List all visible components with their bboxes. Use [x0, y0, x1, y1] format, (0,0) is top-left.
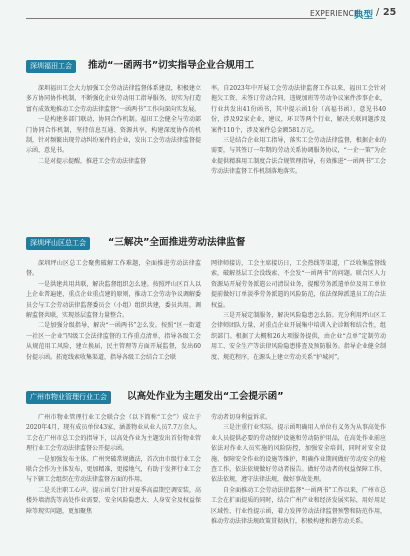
article-3-left-para: 二是关注职工心声。提示函专门针对夏季高温期空调安装，高楼外墙清洗等高处作业需要、安全风险隐患大、人身安全及权益保障等现实问题，更加聚焦: [26, 486, 201, 515]
article-1-left-column: [26, 84, 201, 216]
article-3-left-para: 广州市物业管理行业工会联合会（以下简称“工会”）成立于2020年4月，现有成员单位43家，涵盖物业从业人员7.7万余人。工会在广州市总工会的指导下，以高处作业为主题发出首份物业管理行业工会劳动法律监督公开提示函。: [26, 414, 201, 453]
article-2-left-para: 深圳坪山区总工会聚焦破解工作难题，全面推进劳动法律监督。: [26, 260, 201, 278]
page-number: 25: [383, 7, 397, 18]
article-1-right-para: 三是结合企业用工指导，落实工会劳动法律监督，根据企业的需要，与其签订一年期的劳动关系协调服务协议，“一企一策”为企业提供精准用工制度合法合规管理指导，有效推进“一函两书”工会劳动法律监督工作机制落地落实。: [211, 137, 386, 176]
article-1-right-column: [211, 84, 386, 216]
article-3-right-para: 自全面推动工会劳动法律监督“一函两书”工作以来，广州市总工会在扩面提质的同时，结合广州产业和经济发展实际，用好用足区域性、行业性提示函，着力发挥劳动法律监督预警和防范作用，推动劳动法律法规政策贯彻执行，积极构建和谐劳动关系。: [211, 486, 386, 526]
article-3-right-para: 三是注重行业实际。提示函明确用人单位有义务为从事高处作业人员提供必要的劳动保护设施和劳动防护用品，在高处作业前应依法对作业人员实施的风险防控，加强安全培训，同时对安全设施、保障安全作业的设施等维护，明确作业期间做好劳动安全的检查工作，依法依规做好劳动者报告。做好劳动者的权益保障工作，依法依规，遵守法律法规，做好事故处理。: [211, 424, 386, 484]
article-2-right-para: 三是开展定制服务，解决风险隐患怎么防。充分利用坪山区工会律师团队力量，对重点企业开展集中培训入企诊断和结合性，组织部门。根据了大概和26大项服务提供，由企业“点单”定制劳动用工、安全生产等法律风险隐患排查及预防服务。指导企业健全制度、规范程序，在源头上建立劳动关系“护城河”。: [211, 312, 386, 361]
article-3-title: 以高处作业为主题发出“工会提示函”: [127, 391, 284, 402]
article-3-right-para: 劳动者切身利益诉求。: [211, 414, 272, 421]
article-2-tag: 深圳坪山区总工会: [26, 237, 90, 250]
article-3-right-column: [211, 413, 386, 549]
article-2-right-column: [211, 259, 386, 381]
article-1-title: 推动“一函两书”切实指导企业合规用工: [88, 60, 255, 71]
article-1-left-para: 二是对提示提醒，推进工会劳动法律监督: [38, 157, 147, 165]
header-section-en: EXPERIENCE: [310, 9, 359, 18]
page-header: [0, 0, 410, 28]
article-1-right-para: 率。自2023年中开展工会劳动法律监督工作以来，福田工会针对拖欠工资、未签订劳动合同、违规加班等劳动争议案件涉事企业，行业共发出41份函书，其中提示函1份（高福书函）、意见书40份，涉及92家企业，建议，环卫等两个行业，解决关联问题涉及案件110个，涉及案件总金额581万元。: [211, 85, 386, 134]
article-3-tag: 广州市物业管理行业工会: [26, 391, 111, 404]
article-2-left-column: [26, 259, 201, 381]
article-3-left-para: 一是加强发布主体。广州突破常规做法，首次由市级行业工会联合会作为主体发布，更加精准，更接地气，有助于发挥行业工会与下辖工会组织在劳动法律监督方面的作用。: [26, 455, 201, 484]
article-2-title: “三解决”全面推进劳动法律监督: [108, 237, 246, 248]
article-2-left-para: 二是加强分级指导，解决“一函两书”怎么发。按照“区一街道一社区一企业”四级工会法律监督的工作重点清单，指导各级工会从规范用工风险，建立换届，民主管理等方面开展监督，发出60份提示函。拓宽线索收集渠道，指导各级工会结合工会联: [26, 322, 201, 361]
article-2-right-para: 网律师接访，工会主席接访日，工会热线等渠道，广泛收集监督线索，破解基层工会没线索、不会发“一函两书”的问题。联合区人力资源局开展劳务派遣公司清误业务，提醒劳务派遣单位及用工单位提前做好订单淡季劳务派遣的风险防范，依法保障派遣员工的合法权益。: [211, 260, 386, 309]
article-1-left-para: 一是构建多部门联动，协同合作机制。福田工会健全与劳动部门协同合作机制，坚持信息互通、资源共享，构建深度协作的机制，针对频繁出现劳动纠纷案件的企业，发出工会劳动法律监督提示函、意见书。: [26, 116, 201, 155]
article-1-tag: 深圳福田工会: [26, 60, 76, 73]
article-1-left-para: 深圳福田工会大力加强工会劳动法律监督体系建设，积极建立多方协同协作机制，不断强化企业劳动用工指导服务，切实为打造富有成效地推动工会劳动法律监督“一函两书”工作向深向实发展。: [26, 85, 201, 113]
article-2-left-para: 一是洪建共用共联，解决监督组织怎么建。按照坪山区百人以上企业普遍建，重点企业重点建的原则，推动工会劳动争议调解委员会与工会劳动法律监督委员会（小组）组织共建，委员共用，调解监督共联，实现基层监督力量整合。: [26, 280, 201, 320]
article-3-left-column: [26, 413, 201, 549]
header-separator: /: [376, 7, 380, 18]
header-rule: [26, 18, 326, 19]
header-section-cn: 典型: [354, 10, 374, 21]
